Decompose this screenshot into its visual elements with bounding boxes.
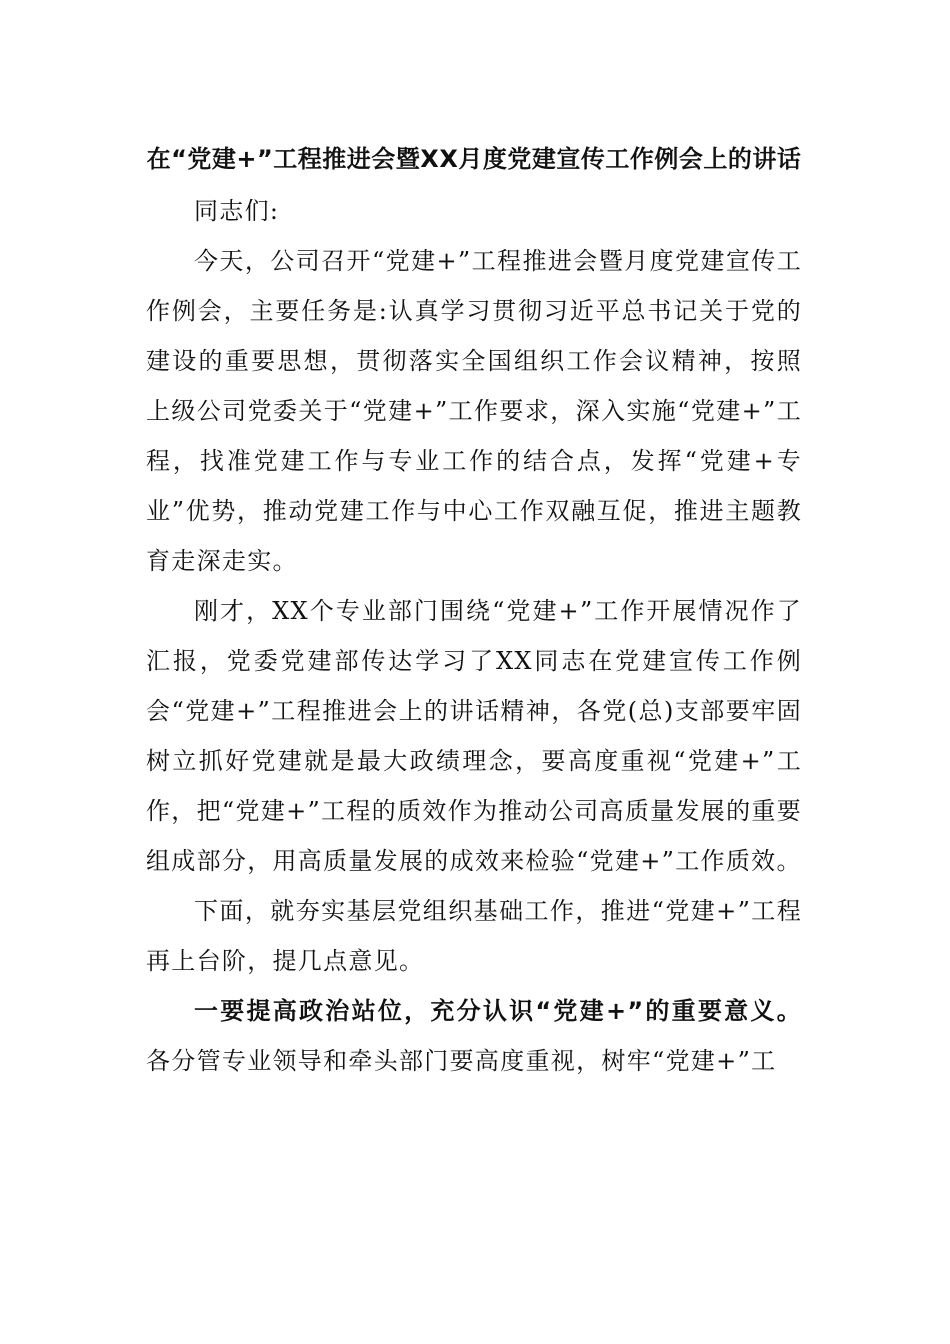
document-title: 在“党建+”工程推进会暨XX月度党建宣传工作例会上的讲话 xyxy=(146,145,802,173)
document-page xyxy=(146,138,802,1086)
section-1-paragraph xyxy=(146,986,802,1086)
section-1-text: 各分管专业领导和牵头部门要高度重视，树牢“党建+”工 xyxy=(146,1047,777,1075)
paragraph-3: 下面，就夯实基层党组织基础工作，推进“党建+”工程再上台阶，提几点意见。 xyxy=(146,897,802,975)
paragraph-1: 今天，公司召开“党建+”工程推进会暨月度党建宣传工作例会，主要任务是:认真学习贯彻习近平总书记关于党的建设的重要思想，贯彻落实全国组织工作会议精神，按照上级公司党委关于“党建+”工作要求，深入实施“党建+”工程，找准党建工作与专业工作的结合点，发挥“党建+专业”优势，推动党建工作与中心工作双融互促，推进主题教育走深走实。 xyxy=(146,247,802,575)
salutation: 同志们: xyxy=(194,197,280,225)
section-1-heading: 一要提高政治站位，充分认识“党建+”的重要意义。 xyxy=(194,997,802,1025)
paragraph-2: 刚才，XX个专业部门围绕“党建+”工作开展情况作了汇报，党委党建部传达学习了XX同志在党建宣传工作例会“党建+”工程推进会上的讲话精神，各党(总)支部要牢固树立抓好党建就是最大政绩理念，要高度重视“党建+”工作，把“党建+”工程的质效作为推动公司高质量发展的重要组成部分，用高质量发展的成效来检验“党建+”工作质效。 xyxy=(146,597,802,875)
